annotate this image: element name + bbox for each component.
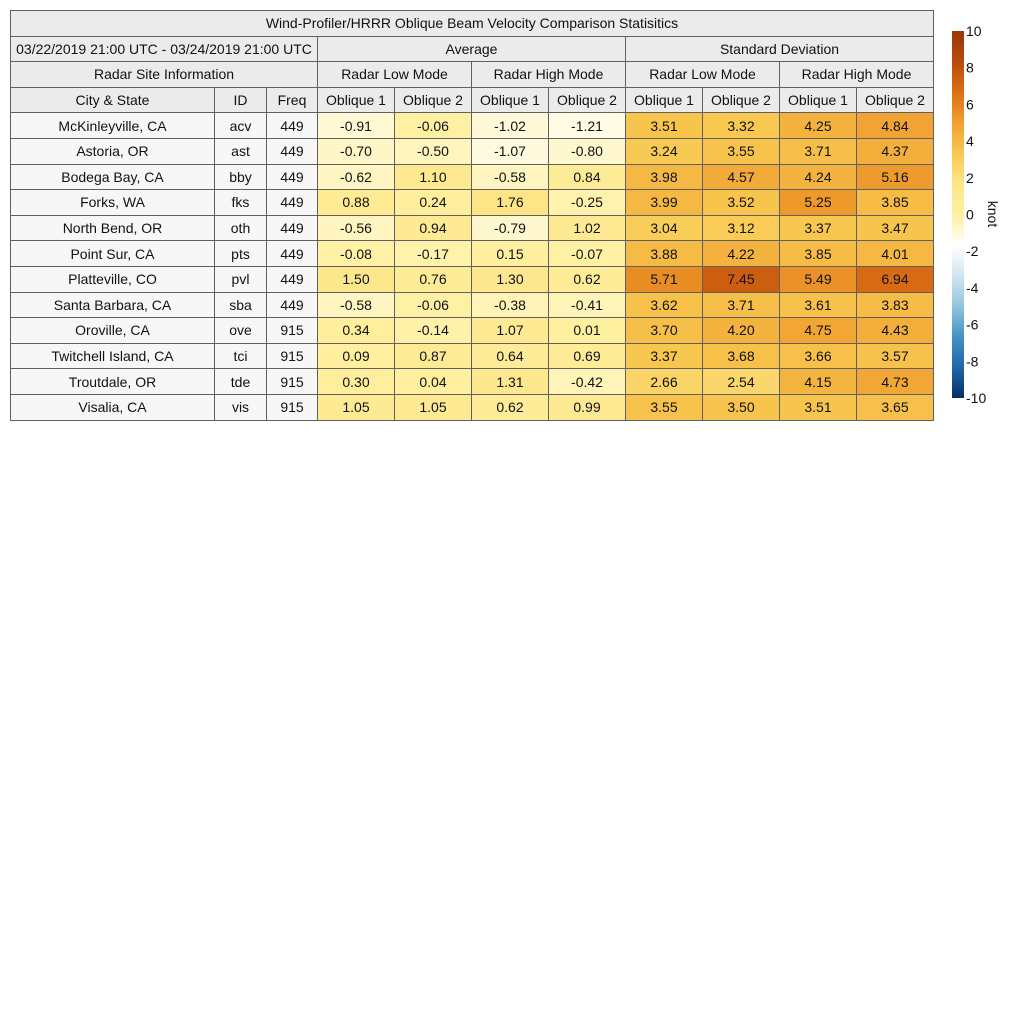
heatmap-cell: 3.99 [626, 190, 703, 216]
heatmap-cell: 5.25 [780, 190, 857, 216]
heatmap-cell: 4.25 [780, 113, 857, 139]
avg-high-oblique2-header: Oblique 2 [549, 87, 626, 113]
heatmap-cell: -0.07 [549, 241, 626, 267]
site-city-cell: Twitchell Island, CA [11, 343, 215, 369]
table-title: Wind-Profiler/HRRR Oblique Beam Velocity Comparison Statisitics [11, 11, 934, 37]
heatmap-cell: 3.50 [703, 394, 780, 420]
heatmap-cell: -0.06 [395, 292, 472, 318]
heatmap-cell: -0.41 [549, 292, 626, 318]
heatmap-cell: 0.84 [549, 164, 626, 190]
colorbar-unit-label: knot [985, 200, 1001, 228]
site-id-cell: tde [215, 369, 267, 395]
heatmap-cell: 3.55 [703, 138, 780, 164]
heatmap-cell: -0.79 [472, 215, 549, 241]
heatmap-cell: 4.84 [857, 113, 934, 139]
heatmap-cell: 4.73 [857, 369, 934, 395]
heatmap-cell: -1.07 [472, 138, 549, 164]
heatmap-cell: 3.04 [626, 215, 703, 241]
heatmap-cell: -0.42 [549, 369, 626, 395]
heatmap-cell: 3.98 [626, 164, 703, 190]
heatmap-cell: 0.04 [395, 369, 472, 395]
site-freq-cell: 449 [267, 138, 318, 164]
heatmap-cell: 3.51 [626, 113, 703, 139]
heatmap-cell: 3.71 [703, 292, 780, 318]
heatmap-cell: 2.54 [703, 369, 780, 395]
freq-column-header: Freq [267, 87, 318, 113]
site-freq-cell: 449 [267, 113, 318, 139]
heatmap-cell: 0.01 [549, 318, 626, 344]
std-low-oblique2-header: Oblique 2 [703, 87, 780, 113]
site-freq-cell: 449 [267, 292, 318, 318]
site-freq-cell: 449 [267, 190, 318, 216]
site-id-cell: acv [215, 113, 267, 139]
site-freq-cell: 915 [267, 343, 318, 369]
site-id-cell: pvl [215, 266, 267, 292]
heatmap-cell: 3.66 [780, 343, 857, 369]
heatmap-cell: 3.71 [780, 138, 857, 164]
colorbar [0, 0, 1024, 420]
std-deviation-header: Standard Deviation [626, 36, 934, 62]
heatmap-cell: -1.21 [549, 113, 626, 139]
heatmap-cell: 1.07 [472, 318, 549, 344]
heatmap-cell: 0.09 [318, 343, 395, 369]
avg-low-oblique1-header: Oblique 1 [318, 87, 395, 113]
heatmap-cell: 0.30 [318, 369, 395, 395]
heatmap-cell: 3.12 [703, 215, 780, 241]
colorbar-tick-label: 8 [966, 59, 974, 76]
heatmap-cell: 6.94 [857, 266, 934, 292]
site-id-cell: oth [215, 215, 267, 241]
colorbar-gradient [952, 31, 964, 398]
heatmap-cell: -0.25 [549, 190, 626, 216]
heatmap-cell: 5.16 [857, 164, 934, 190]
site-id-cell: pts [215, 241, 267, 267]
avg-low-mode-header: Radar Low Mode [318, 62, 472, 88]
heatmap-cell: 1.30 [472, 266, 549, 292]
heatmap-cell: 3.68 [703, 343, 780, 369]
std-high-mode-header: Radar High Mode [780, 62, 934, 88]
heatmap-cell: 0.94 [395, 215, 472, 241]
date-range: 03/22/2019 21:00 UTC - 03/24/2019 21:00 UTC [11, 36, 318, 62]
average-header: Average [318, 36, 626, 62]
heatmap-cell: 3.24 [626, 138, 703, 164]
heatmap-cell: 5.49 [780, 266, 857, 292]
heatmap-cell: 4.20 [703, 318, 780, 344]
heatmap-cell: 0.69 [549, 343, 626, 369]
heatmap-cell: 3.70 [626, 318, 703, 344]
heatmap-cell: 4.24 [780, 164, 857, 190]
heatmap-cell: 7.45 [703, 266, 780, 292]
heatmap-cell: 2.66 [626, 369, 703, 395]
heatmap-cell: -0.62 [318, 164, 395, 190]
site-freq-cell: 449 [267, 241, 318, 267]
heatmap-cell: -0.14 [395, 318, 472, 344]
heatmap-cell: 3.37 [780, 215, 857, 241]
heatmap-cell: 3.51 [780, 394, 857, 420]
heatmap-cell: 3.83 [857, 292, 934, 318]
heatmap-cell: 4.01 [857, 241, 934, 267]
heatmap-cell: 3.61 [780, 292, 857, 318]
heatmap-cell: 3.62 [626, 292, 703, 318]
heatmap-cell: 0.15 [472, 241, 549, 267]
colorbar-tick-label: 10 [966, 23, 982, 39]
colorbar-tick-label: 2 [966, 169, 974, 186]
std-low-oblique1-header: Oblique 1 [626, 87, 703, 113]
heatmap-cell: 1.05 [318, 394, 395, 420]
heatmap-cell: -0.17 [395, 241, 472, 267]
heatmap-cell: -0.50 [395, 138, 472, 164]
heatmap-cell: -0.70 [318, 138, 395, 164]
heatmap-cell: -0.58 [318, 292, 395, 318]
heatmap-cell: -0.56 [318, 215, 395, 241]
site-city-cell: Point Sur, CA [11, 241, 215, 267]
site-id-cell: vis [215, 394, 267, 420]
site-id-cell: ove [215, 318, 267, 344]
heatmap-cell: 1.05 [395, 394, 472, 420]
heatmap-cell: 4.57 [703, 164, 780, 190]
heatmap-cell: 3.57 [857, 343, 934, 369]
site-freq-cell: 915 [267, 369, 318, 395]
heatmap-cell: 0.99 [549, 394, 626, 420]
heatmap-cell: 1.76 [472, 190, 549, 216]
std-high-oblique1-header: Oblique 1 [780, 87, 857, 113]
site-freq-cell: 449 [267, 164, 318, 190]
heatmap-cell: 1.02 [549, 215, 626, 241]
heatmap-cell: 4.22 [703, 241, 780, 267]
colorbar-tick-label: -2 [966, 243, 979, 260]
heatmap-cell: 3.85 [780, 241, 857, 267]
heatmap-cell: 4.37 [857, 138, 934, 164]
site-city-cell: Santa Barbara, CA [11, 292, 215, 318]
heatmap-cell: -0.80 [549, 138, 626, 164]
heatmap-cell: 3.32 [703, 113, 780, 139]
site-city-cell: Astoria, OR [11, 138, 215, 164]
heatmap-cell: 4.75 [780, 318, 857, 344]
heatmap-cell: -0.38 [472, 292, 549, 318]
heatmap-cell: 1.31 [472, 369, 549, 395]
site-city-cell: North Bend, OR [11, 215, 215, 241]
colorbar-tick-label: -8 [966, 353, 979, 370]
heatmap-cell: -0.06 [395, 113, 472, 139]
heatmap-cell: 0.34 [318, 318, 395, 344]
heatmap-cell: 3.37 [626, 343, 703, 369]
heatmap-cell: 3.47 [857, 215, 934, 241]
heatmap-cell: 0.64 [472, 343, 549, 369]
heatmap-cell: 3.55 [626, 394, 703, 420]
colorbar-tick-label: -4 [966, 279, 979, 296]
site-freq-cell: 449 [267, 215, 318, 241]
heatmap-cell: -0.08 [318, 241, 395, 267]
city-column-header: City & State [11, 87, 215, 113]
colorbar-ticks [966, 23, 986, 406]
site-city-cell: Visalia, CA [11, 394, 215, 420]
heatmap-cell: 3.52 [703, 190, 780, 216]
colorbar-tick-label: 6 [966, 96, 974, 113]
heatmap-cell: 3.85 [857, 190, 934, 216]
std-low-mode-header: Radar Low Mode [626, 62, 780, 88]
heatmap-cell: 3.65 [857, 394, 934, 420]
site-city-cell: Troutdale, OR [11, 369, 215, 395]
heatmap-cell: 0.88 [318, 190, 395, 216]
site-id-cell: bby [215, 164, 267, 190]
heatmap-cell: 0.24 [395, 190, 472, 216]
colorbar-tick-label: 0 [966, 206, 974, 223]
heatmap-cell: 4.43 [857, 318, 934, 344]
avg-high-oblique1-header: Oblique 1 [472, 87, 549, 113]
heatmap-cell: -0.58 [472, 164, 549, 190]
colorbar-tick-label: -6 [966, 316, 979, 333]
site-id-cell: fks [215, 190, 267, 216]
site-info-header: Radar Site Information [11, 62, 318, 88]
site-id-cell: sba [215, 292, 267, 318]
colorbar-tick-label: 4 [966, 133, 974, 150]
heatmap-cell: 5.71 [626, 266, 703, 292]
heatmap-cell: 1.10 [395, 164, 472, 190]
site-city-cell: Platteville, CO [11, 266, 215, 292]
std-high-oblique2-header: Oblique 2 [857, 87, 934, 113]
site-city-cell: Oroville, CA [11, 318, 215, 344]
heatmap-cell: 1.50 [318, 266, 395, 292]
heatmap-cell: 0.87 [395, 343, 472, 369]
heatmap-cell: -1.02 [472, 113, 549, 139]
site-freq-cell: 449 [267, 266, 318, 292]
heatmap-cell: 4.15 [780, 369, 857, 395]
site-city-cell: Forks, WA [11, 190, 215, 216]
heatmap-cell: 0.62 [472, 394, 549, 420]
site-city-cell: McKinleyville, CA [11, 113, 215, 139]
avg-low-oblique2-header: Oblique 2 [395, 87, 472, 113]
heatmap-cell: 0.76 [395, 266, 472, 292]
heatmap-cell: 3.88 [626, 241, 703, 267]
colorbar-tick-label: -10 [966, 390, 987, 406]
avg-high-mode-header: Radar High Mode [472, 62, 626, 88]
site-city-cell: Bodega Bay, CA [11, 164, 215, 190]
site-freq-cell: 915 [267, 318, 318, 344]
site-id-cell: ast [215, 138, 267, 164]
heatmap-cell: 0.62 [549, 266, 626, 292]
site-id-cell: tci [215, 343, 267, 369]
id-column-header: ID [215, 87, 267, 113]
site-freq-cell: 915 [267, 394, 318, 420]
heatmap-cell: -0.91 [318, 113, 395, 139]
